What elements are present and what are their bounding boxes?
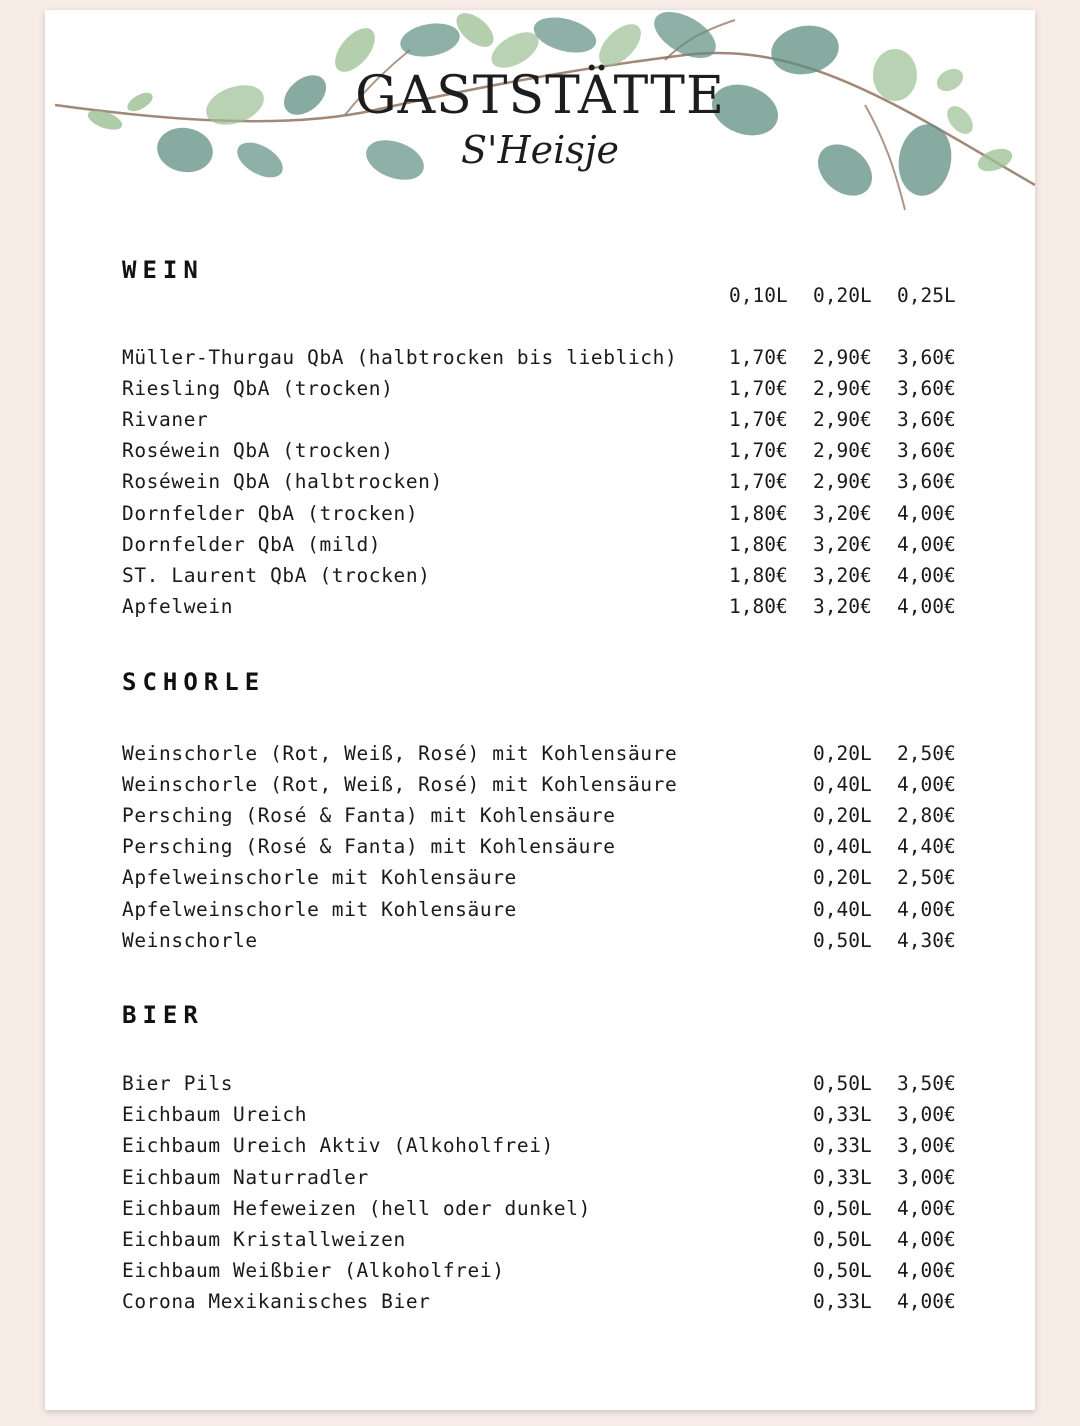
menu-item-row <box>45 1257 1035 1285</box>
leaf-shape <box>530 11 600 58</box>
item-price: 4,30€ <box>897 928 956 952</box>
item-price: 3,00€ <box>897 1165 956 1189</box>
item-size: 0,50L <box>813 1259 872 1283</box>
item-price: 1,80€ <box>729 501 788 525</box>
item-size: 0,50L <box>813 1196 872 1220</box>
brand-title: GASTSTÄTTE <box>355 66 725 126</box>
item-price: 3,50€ <box>897 1072 956 1095</box>
menu-item-row <box>45 1101 1035 1129</box>
item-size: 0,50L <box>813 928 872 952</box>
item-price: 1,80€ <box>729 594 788 618</box>
menu-item-row <box>45 740 1035 768</box>
item-price: 1,70€ <box>729 439 788 463</box>
item-name: Persching (Rosé & Fanta) mit Kohlensäure <box>122 835 616 859</box>
item-name: Corona Mexikanisches Bier <box>122 1290 431 1314</box>
item-name: Apfelweinschorle mit Kohlensäure <box>122 897 517 921</box>
item-price: 3,20€ <box>813 501 872 525</box>
item-name: Eichbaum Weißbier (Alkoholfrei) <box>122 1259 505 1283</box>
item-name: Dornfelder QbA (mild) <box>122 532 382 556</box>
item-name: Eichbaum Hefeweizen (hell oder dunkel) <box>122 1196 591 1220</box>
item-name: Roséwein QbA (halbtrocken) <box>122 470 443 494</box>
item-size: 0,33L <box>813 1103 872 1127</box>
item-name: Eichbaum Ureich <box>122 1103 308 1127</box>
item-price: 2,50€ <box>897 742 956 765</box>
section-heading-schorle: SCHORLE <box>122 668 266 696</box>
item-name: Weinschorle (Rot, Weiß, Rosé) mit Kohlensäure <box>122 742 678 765</box>
menu-item-row <box>45 1070 1035 1098</box>
item-size: 0,20L <box>813 866 872 890</box>
item-price: 2,90€ <box>813 377 872 401</box>
item-name: Eichbaum Ureich Aktiv (Alkoholfrei) <box>122 1134 554 1158</box>
item-name: Persching (Rosé & Fanta) mit Kohlensäure <box>122 804 616 828</box>
item-price: 4,00€ <box>897 501 956 525</box>
item-price: 3,60€ <box>897 377 956 401</box>
item-price: 3,60€ <box>897 346 956 369</box>
item-price: 2,90€ <box>813 439 872 463</box>
menu-item-row <box>45 833 1035 861</box>
item-name: Dornfelder QbA (trocken) <box>122 501 419 525</box>
item-price: 4,00€ <box>897 1196 956 1220</box>
item-price: 4,00€ <box>897 563 956 587</box>
menu-item-row <box>45 896 1035 924</box>
menu-item-row <box>45 500 1035 528</box>
item-size: 0,50L <box>813 1228 872 1251</box>
item-price: 1,70€ <box>729 470 788 494</box>
item-price: 4,00€ <box>897 594 956 618</box>
item-price: 1,70€ <box>729 346 788 369</box>
item-size: 0,20L <box>813 804 872 828</box>
item-price: 3,20€ <box>813 563 872 587</box>
item-name: Weinschorle (Rot, Weiß, Rosé) mit Kohlensäure <box>122 773 678 797</box>
item-name: Apfelwein <box>122 594 234 618</box>
item-size: 0,33L <box>813 1134 872 1158</box>
menu-item-row <box>45 771 1035 799</box>
menu-item-row <box>45 531 1035 559</box>
item-name: Müller-Thurgau QbA (halbtrocken bis lieblich) <box>122 346 678 369</box>
leaf-shape <box>398 19 463 61</box>
menu-item-row <box>45 802 1035 830</box>
menu-item-row <box>45 344 1035 372</box>
section-heading-bier: BIER <box>122 1001 204 1029</box>
item-price: 4,00€ <box>897 897 956 921</box>
item-size: 0,33L <box>813 1165 872 1189</box>
menu-item-row <box>45 375 1035 403</box>
item-size: 0,20L <box>813 742 872 765</box>
menu-item-row <box>45 1164 1035 1192</box>
menu-item-row <box>45 562 1035 590</box>
section-heading-wein: WEIN <box>122 256 204 284</box>
item-price: 1,80€ <box>729 563 788 587</box>
menu-item-row <box>45 468 1035 496</box>
item-price: 3,60€ <box>897 408 956 432</box>
item-name: Roséwein QbA (trocken) <box>122 439 394 463</box>
item-price: 3,00€ <box>897 1103 956 1127</box>
menu-item-row <box>45 864 1035 892</box>
item-price: 3,20€ <box>813 532 872 556</box>
menu-item-row <box>45 1195 1035 1223</box>
item-size: 0,40L <box>813 773 872 797</box>
item-price: 2,80€ <box>897 804 956 828</box>
item-name: Weinschorle <box>122 928 258 952</box>
item-name: Riesling QbA (trocken) <box>122 377 394 401</box>
item-size: 0,40L <box>813 835 872 859</box>
size-label: 0,25L <box>897 284 956 307</box>
item-price: 3,00€ <box>897 1134 956 1158</box>
size-label: 0,10L <box>729 284 788 307</box>
item-price: 2,90€ <box>813 346 872 369</box>
menu-item-row <box>45 437 1035 465</box>
item-name: Rivaner <box>122 408 209 432</box>
menu-item-row <box>45 1226 1035 1254</box>
menu-item-row <box>45 406 1035 434</box>
item-price: 3,60€ <box>897 439 956 463</box>
item-price: 1,70€ <box>729 377 788 401</box>
menu-item-row <box>45 927 1035 955</box>
menu-page <box>45 10 1035 1410</box>
menu-item-row <box>45 1132 1035 1160</box>
brand-subtitle: S'Heisje <box>460 128 620 172</box>
menu-item-row <box>45 593 1035 621</box>
item-price: 3,20€ <box>813 594 872 618</box>
item-price: 2,90€ <box>813 470 872 494</box>
item-price: 4,00€ <box>897 1259 956 1283</box>
item-name: ST. Laurent QbA (trocken) <box>122 563 431 587</box>
item-price: 4,40€ <box>897 835 956 859</box>
item-name: Bier Pils <box>122 1072 234 1095</box>
item-price: 3,60€ <box>897 470 956 494</box>
item-name: Eichbaum Kristallweizen <box>122 1228 406 1251</box>
size-label: 0,20L <box>813 284 872 307</box>
item-name: Eichbaum Naturradler <box>122 1165 369 1189</box>
item-size: 0,33L <box>813 1290 872 1314</box>
item-price: 1,70€ <box>729 408 788 432</box>
item-price: 4,00€ <box>897 1228 956 1251</box>
item-price: 4,00€ <box>897 773 956 797</box>
item-name: Apfelweinschorle mit Kohlensäure <box>122 866 517 890</box>
item-price: 2,90€ <box>813 408 872 432</box>
wein-size-header <box>45 282 1035 310</box>
menu-item-row <box>45 1288 1035 1316</box>
item-price: 4,00€ <box>897 532 956 556</box>
item-price: 2,50€ <box>897 866 956 890</box>
item-price: 1,80€ <box>729 532 788 556</box>
item-size: 0,40L <box>813 897 872 921</box>
item-price: 4,00€ <box>897 1290 956 1314</box>
item-size: 0,50L <box>813 1072 872 1095</box>
